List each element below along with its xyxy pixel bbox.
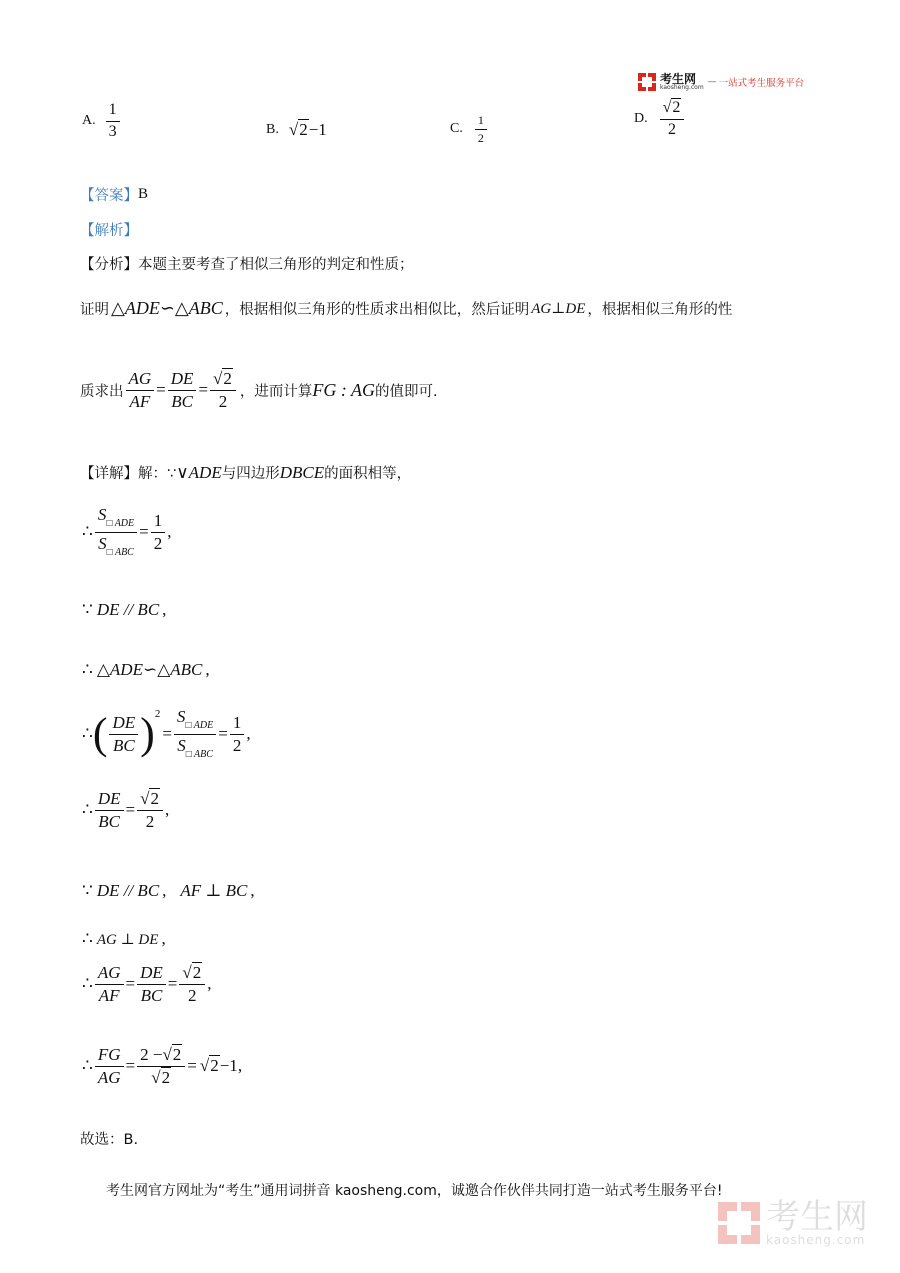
analysis-tag: 【解析】 xyxy=(80,223,138,239)
proof-frac-ag-num: AG xyxy=(126,370,155,391)
option-c xyxy=(450,114,489,144)
sqrt2-num-a: √2 xyxy=(137,790,163,811)
proof-frac-de-num: DE xyxy=(168,370,197,391)
sqrt2-over-2-b xyxy=(179,964,205,1005)
area-sub-ade: □ ADE xyxy=(106,518,135,529)
comma-a9: , xyxy=(207,974,212,994)
diff-num-rad: 2 xyxy=(172,1045,182,1064)
proof-frac-af-den: AF xyxy=(129,391,151,411)
area-den xyxy=(95,533,137,559)
de-bc-fraction xyxy=(95,790,124,831)
therefore-2: ∴ xyxy=(82,660,93,679)
step-de-bc xyxy=(82,790,169,831)
eq-a7: = xyxy=(125,974,136,994)
de-bc-fraction-2 xyxy=(137,964,166,1005)
proof-text-6: 的值即可. xyxy=(375,383,438,400)
comma-a8: , xyxy=(161,929,166,948)
bc-den-2: BC xyxy=(140,985,163,1005)
step-similar xyxy=(82,660,210,680)
option-a-num: 1 xyxy=(106,102,120,122)
option-c-den: 2 xyxy=(477,130,484,145)
option-a-label: A. xyxy=(82,113,96,129)
sqrt2-over-2-a xyxy=(137,790,163,831)
proof-radicand: 2 xyxy=(223,369,232,388)
parallel-expr-2: DE // BC xyxy=(96,881,160,900)
eq-a9: = xyxy=(125,1056,136,1076)
fg-ag-fraction xyxy=(95,1046,124,1087)
comma-a3: , xyxy=(205,660,210,679)
comma-a5: , xyxy=(164,800,170,820)
sq-area-fraction xyxy=(174,708,216,760)
therefore-3: ∴ xyxy=(82,724,93,743)
watermark-domain: kaosheng.com xyxy=(766,1233,866,1247)
logo-brand-name: 考生网 xyxy=(660,72,697,86)
footer-line xyxy=(106,1180,722,1200)
eq-a10: = xyxy=(187,1056,197,1076)
because-2: ∵ xyxy=(82,881,93,900)
proof-text-3: ，根据相似三角形的性 xyxy=(587,302,733,318)
fenxi-tag: 【分析】 xyxy=(80,257,138,273)
sqrt2-den-b: 2 xyxy=(188,985,197,1005)
eq-a8: = xyxy=(167,974,178,994)
half-num-2: 1 xyxy=(230,714,245,735)
therefore-5: ∴ xyxy=(82,929,93,948)
perp-af-expr: AF ⊥ BC xyxy=(180,881,248,900)
lparen: ( xyxy=(92,709,108,758)
option-d-fraction xyxy=(660,100,685,139)
comma-a2: , xyxy=(162,600,167,619)
detail-with: 与四边形 xyxy=(221,466,280,482)
sq-sub-abc: □ ABC xyxy=(185,748,213,760)
fenxi-line xyxy=(80,253,414,274)
sq-exponent: 2 xyxy=(154,708,161,720)
ag-num: AG xyxy=(95,964,124,985)
logo-brand-domain: kaosheng.com xyxy=(660,84,704,91)
proof-perp: AG⊥DE xyxy=(531,301,586,317)
option-b-rest: −1 xyxy=(308,120,327,139)
diff-den: √2 xyxy=(151,1067,171,1087)
sq-de: DE xyxy=(109,714,138,735)
proof-frac-sqrt2-2 xyxy=(210,370,236,411)
sq-area-num xyxy=(174,708,216,735)
sq-sub-ade: □ ADE xyxy=(185,720,214,731)
option-d xyxy=(634,100,686,139)
option-a xyxy=(82,102,122,141)
therefore-1: ∴ xyxy=(82,522,93,541)
proof-eq-2: = xyxy=(198,380,209,400)
step-fg-ag xyxy=(82,1046,242,1087)
proof-frac-bc-den: BC xyxy=(171,391,193,411)
similar-expr: △ADE∽△ABC xyxy=(96,660,203,679)
answer-line xyxy=(80,184,148,205)
proof-text-1: 证明 xyxy=(80,302,109,318)
af-den: AF xyxy=(98,985,120,1005)
option-c-num: 1 xyxy=(475,114,487,130)
watermark-name: 考生网 xyxy=(766,1197,868,1237)
comma-a1: , xyxy=(167,522,172,541)
conclusion-text: 故选：B. xyxy=(80,1132,139,1148)
step-ag-af xyxy=(82,964,211,1005)
sq-s-bottom: S xyxy=(177,735,186,755)
therefore-6: ∴ xyxy=(82,974,93,994)
proof-text-4: 质求出 xyxy=(80,383,124,400)
half-fraction-1 xyxy=(151,512,166,553)
eq-a5: = xyxy=(218,724,228,743)
footer-text: 考生网官方网址为“考生”通用词拼音 kaosheng.com，诚邀合作伙伴共同打造一站式考生服务平台! xyxy=(106,1183,723,1199)
answer-tag: 【答案】 xyxy=(80,188,138,204)
de-num: DE xyxy=(95,790,124,811)
answer-value: B xyxy=(138,186,149,202)
result-rad: 2 xyxy=(210,1056,219,1076)
header-logo xyxy=(637,72,804,92)
ag-af-fraction xyxy=(95,964,124,1005)
bc-den: BC xyxy=(98,811,121,831)
diff-num-a: 2 − xyxy=(140,1045,163,1064)
option-c-label: C. xyxy=(450,121,463,137)
step-parallel-perp xyxy=(82,881,255,901)
sq-frac-de-bc xyxy=(109,714,138,755)
proof-frac-ag-af xyxy=(126,370,155,411)
perp-ag-expr: AG ⊥ DE xyxy=(96,931,159,948)
option-a-den: 3 xyxy=(108,122,117,140)
step-squared-ratio xyxy=(82,708,251,760)
comma-a4: , xyxy=(246,724,251,743)
option-c-fraction xyxy=(475,114,487,144)
option-a-fraction xyxy=(106,102,120,141)
step-area-fraction xyxy=(95,506,137,558)
detail-line xyxy=(80,462,411,483)
sq-s-top: S xyxy=(176,707,186,726)
eq-a4: = xyxy=(162,724,172,743)
because-1: ∵ xyxy=(82,600,93,619)
detail-area-eq: 的面积相等， xyxy=(324,466,412,482)
ag-den: AG xyxy=(97,1067,121,1087)
proof-frac-sqrt-num: √2 xyxy=(210,370,236,391)
result-minus-one: −1 xyxy=(219,1056,238,1076)
sq-area-den xyxy=(174,735,216,761)
step-perp-ag xyxy=(82,929,166,949)
comma-a7: , xyxy=(250,881,255,900)
proof-ratio: FG : AG xyxy=(312,379,376,400)
logo-slogan: 一站式考生服务平台 xyxy=(718,78,805,89)
therefore-4: ∴ xyxy=(82,800,93,820)
de-num-2: DE xyxy=(137,964,166,985)
option-b-label: B. xyxy=(266,122,279,137)
sqrt2-rad-a: 2 xyxy=(150,789,159,808)
comma-a10: , xyxy=(237,1056,243,1076)
fg-num: FG xyxy=(95,1046,124,1067)
conclusion-line xyxy=(80,1128,138,1149)
comma-a6: , xyxy=(162,881,167,900)
half-fraction-2 xyxy=(230,714,245,755)
option-b-sqrt: √2 xyxy=(288,120,308,139)
half-den-1: 2 xyxy=(153,533,163,553)
option-d-radicand: 2 xyxy=(672,99,681,116)
diff-den-rad: 2 xyxy=(161,1067,171,1087)
sqrt2-num-b: √2 xyxy=(179,964,205,985)
eq-a6: = xyxy=(125,800,136,820)
proof-eq-1: = xyxy=(156,380,166,400)
half-den-2: 2 xyxy=(232,735,242,755)
half-num-1: 1 xyxy=(151,512,166,533)
proof-frac-two-den: 2 xyxy=(218,391,228,411)
detail-triangle: ∨ADE xyxy=(176,462,222,482)
area-s-bottom: S xyxy=(98,533,107,553)
option-d-label: D. xyxy=(634,111,648,127)
sq-bc: BC xyxy=(112,735,135,755)
detail-tag: 【详解】 xyxy=(80,466,138,482)
eq-a1: = xyxy=(139,522,149,541)
diff-fraction xyxy=(137,1046,185,1087)
rparen: ) xyxy=(140,709,155,758)
area-sub-abc: □ ABC xyxy=(106,546,134,558)
detail-intro: 解：∵ xyxy=(138,466,177,482)
proof-sim: △ADE∽△ABC xyxy=(111,298,223,318)
option-d-num: √2 xyxy=(660,100,685,120)
option-b xyxy=(266,120,327,140)
logo-dash: — xyxy=(707,77,717,87)
fenxi-text: 本题主要考查了相似三角形的判定和性质； xyxy=(138,257,414,273)
therefore-7: ∴ xyxy=(82,1056,93,1076)
area-num xyxy=(95,506,137,533)
result-sqrt: √2 xyxy=(199,1056,219,1076)
kaosheng-logo-icon xyxy=(637,72,657,92)
analysis-line xyxy=(80,219,138,240)
watermark xyxy=(716,1197,868,1247)
proof-line-1 xyxy=(80,298,732,319)
proof-frac-de-bc xyxy=(168,370,197,411)
sqrt2-rad-b: 2 xyxy=(192,963,202,982)
proof-line-2 xyxy=(80,370,438,411)
area-s-top: S xyxy=(97,505,107,524)
parallel-expr: DE // BC xyxy=(96,600,160,619)
proof-text-5: ，进而计算 xyxy=(239,383,313,400)
sqrt2-den-a: 2 xyxy=(145,811,155,831)
step-parallel xyxy=(82,600,166,620)
detail-quad: DBCE xyxy=(279,462,325,482)
diff-num: 2 −√2 xyxy=(137,1046,185,1067)
option-b-radicand: 2 xyxy=(299,120,308,139)
option-d-den: 2 xyxy=(668,120,677,138)
proof-text-2: ，根据相似三角形的性质求出相似比，然后证明 xyxy=(224,302,530,318)
step-area-ratio xyxy=(82,506,171,558)
watermark-logo-icon xyxy=(716,1200,762,1246)
